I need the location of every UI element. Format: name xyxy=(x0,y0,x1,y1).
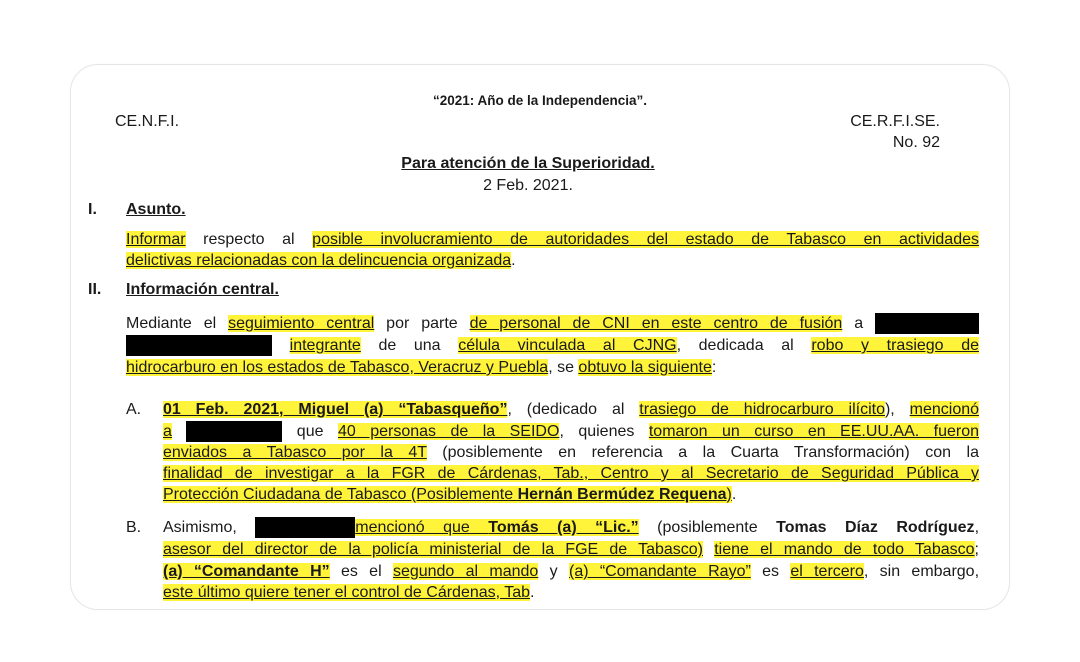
document-date: 2 Feb. 2021. xyxy=(483,177,573,194)
item-b-letter: B. xyxy=(126,519,142,536)
item-b-line-2: asesor del director de la policía ministerial de la FGE de Tabasco) tiene el mando de todo Tabasco; xyxy=(163,541,979,558)
document-number: No. 92 xyxy=(892,134,940,151)
section-1-line-2: delictivas relacionadas con la delincuencia organizada. xyxy=(126,252,516,269)
item-b-line-4: este último quiere tener el control de Cárdenas, Tab. xyxy=(163,584,535,601)
item-a-letter: A. xyxy=(126,401,142,418)
redaction-block xyxy=(875,313,979,334)
item-b-line-1: Asimismo, mencionó que Tomás (a) “Lic.” (posiblemente Tomas Díaz Rodríguez, xyxy=(163,519,980,536)
section-2-p1-line-1: Mediante el seguimiento central por parte de personal de CNI en este centro de fusión a xyxy=(126,313,979,334)
redaction-block xyxy=(186,421,282,442)
left-office-code: CE.N.F.I. xyxy=(115,113,180,130)
section-2-title: Información central. xyxy=(126,281,279,298)
right-office-code: CE.R.F.I.SE. xyxy=(850,113,940,130)
item-a-line-3: enviados a Tabasco por la 4T (posiblemente en referencia a la Cuarta Transformación) con la xyxy=(163,444,980,461)
item-a-line-1: 01 Feb. 2021, Miguel (a) “Tabasqueño”, (dedicado al trasiego de hidrocarburo ilícito), mencionó xyxy=(163,401,980,418)
section-2-number: II. xyxy=(88,281,102,298)
item-a-line-4: finalidad de investigar a la FGR de Cárdenas, Tab., Centro y al Secretario de Seguridad Pública y xyxy=(163,465,979,482)
document-motto: “2021: Año de la Independencia”. xyxy=(432,93,648,108)
document-title: Para atención de la Superioridad. xyxy=(401,155,655,172)
item-a-line-2: a que 40 personas de la SEIDO, quienes tomaron un curso en EE.UU.AA. fueron xyxy=(163,423,980,440)
item-a-line-5: Protección Ciudadana de Tabasco (Posiblemente Hernán Bermúdez Requena). xyxy=(163,486,737,503)
redaction-block xyxy=(126,335,272,356)
section-2-p1-line-3: hidrocarburo en los estados de Tabasco, Veracruz y Puebla, se obtuvo la siguiente: xyxy=(126,359,717,376)
section-1-number: I. xyxy=(88,201,97,218)
section-2-p1-line-2: integrante de una célula vinculada al CJNG, dedicada al robo y trasiego de xyxy=(126,335,979,356)
item-b-line-3: (a) “Comandante H” es el segundo al mando y (a) “Comandante Rayo” es el tercero, sin embargo, xyxy=(163,563,980,580)
redaction-block xyxy=(255,517,355,538)
section-1-line-1: Informar respecto al posible involucramiento de autoridades del estado de Tabasco en actividades xyxy=(126,231,979,248)
section-1-title: Asunto. xyxy=(126,201,186,218)
